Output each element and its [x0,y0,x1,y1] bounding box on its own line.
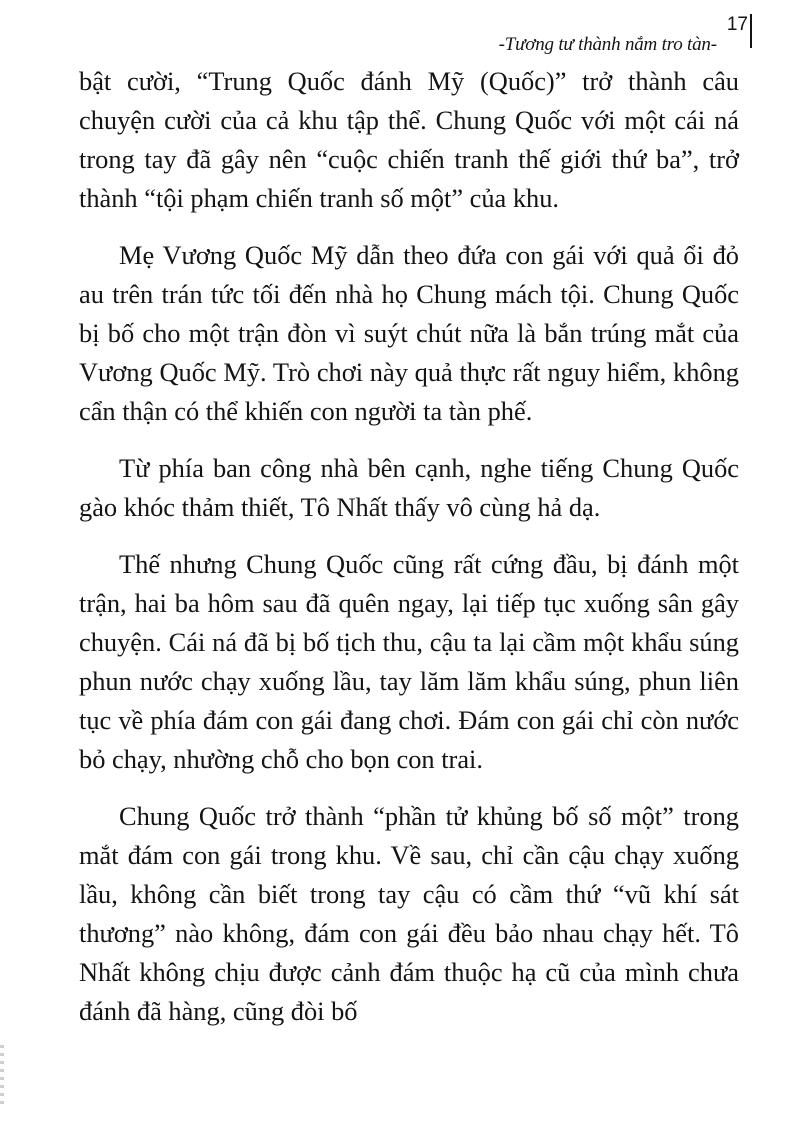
paragraph-5: Chung Quốc trở thành “phần tử khủng bố số một” trong mắt đám con gái trong khu. Về sau, chỉ cần cậu chạy xuống lầu, không cần biết trong tay cậu có cầm thứ “vũ khí sát thương” nào không, đám con gái đều bảo nhau chạy hết. Tô Nhất không chịu được cảnh đám thuộc hạ cũ của mình chưa đánh đã hàng, cũng đòi bố [79,801,739,1026]
running-header [499,14,748,56]
paragraph-2: Mẹ Vương Quốc Mỹ dẫn theo đứa con gái với quả ổi đỏ au trên trán tức tối đến nhà họ Chung mách tội. Chung Quốc bị bố cho một trận đòn vì suýt chút nữa là bắn trúng mắt của Vương Quốc Mỹ. Trò chơi này quả thực rất nguy hiểm, không cẩn thận có thể khiến con người ta tàn phế. [79,240,739,426]
body-text [79,62,739,1049]
paragraph-4: Thế nhưng Chung Quốc cũng rất cứng đầu, bị đánh một trận, hai ba hôm sau đã quên ngay, lại tiếp tục xuống sân gây chuyện. Cái ná đã bị bố tịch thu, cậu ta lại cầm một khẩu súng phun nước chạy xuống lầu, tay lăm lăm khẩu súng, phun liên tục về phía đám con gái đang chơi. Đám con gái chỉ còn nước bỏ chạy, nhường chỗ cho bọn con trai. [79,549,739,774]
running-header-title: -Tương tư thành nắm tro tàn- [498,34,717,55]
page-number: 17 [726,14,748,35]
header-divider [750,14,752,48]
page-edge-marks [0,1045,4,1105]
paragraph-3: Từ phía ban công nhà bên cạnh, nghe tiếng Chung Quốc gào khóc thảm thiết, Tô Nhất thấy vô cùng hả dạ. [79,453,739,522]
paragraph-1: bật cười, “Trung Quốc đánh Mỹ (Quốc)” trở thành câu chuyện cười của cả khu tập thể. Chung Quốc với một cái ná trong tay đã gây nên “cuộc chiến tranh thế giới thứ ba”, trở thành “tội phạm chiến tranh số một” của khu. [79,66,739,213]
